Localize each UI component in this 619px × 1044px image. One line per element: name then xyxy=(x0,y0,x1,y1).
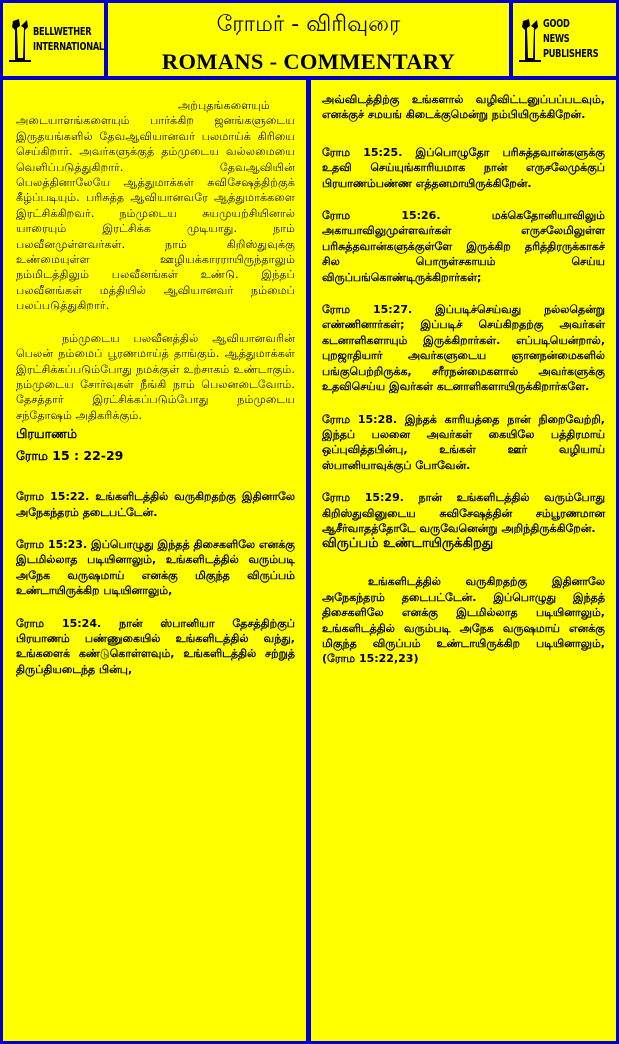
left-column xyxy=(3,80,306,1041)
verse-29: ரோம 15:29. நான் உங்களிடத்தில் வரும்போது கிறிஸ்துவினுடைய சுவிசேஷத்தின் சம்பூரணமான ஆசீர்வாதத்தோடே வருவேனென்று அறிந்திருக்கிறேன். xyxy=(322,491,605,535)
verse-27: ரோம 15:27. இப்படிச்செய்வது நல்லதென்று எண்ணினார்கள்; இப்படிச் செய்கிறதற்கு அவர்கள் கடனாளிகளாயும் இருக்கிறார்கள். எப்படியென்றால், புறஜாதியார் அவர்களுடைய ஞானநன்மைகளில் பங்குபெற்றிருக்க, சரீரநன்மைகளால் அவர்களுக்கு உதவிசெய்ய இவர்கள் கடனாளிகளாயிருக்கிறார்களே. xyxy=(322,303,605,394)
section-heading: பிரயாணம் xyxy=(16,426,78,442)
page-header xyxy=(108,3,509,76)
logo-right-line1: GOOD NEWS xyxy=(543,18,570,45)
ram-icon xyxy=(7,18,33,62)
paragraph-1: அற்புதங்களையும் அடையாளங்களையும் பார்க்கிற ஜனங்களுடைய இருதயங்களில் தேவஆவியானவர் பலமாய்க் கிரியை செய்கிறார். அவர்களுக்குத் தம்முடைய வல்லமையை வெளிப்படுத்துகிறார். தேவஆவியின் பெலத்தினாலேயே ஆத்துமாக்கள் சுவிசேஷத்திற்குக் கீழ்ப்படியும். பரிசுத்த ஆவியானவரே ஆத்துமாக்களை இரட்சிக்கிறவர். நம்முடைய சுயமுயற்சியினால் யாரையும் இரட்சிக்க முடியாது. நாம் பலவீனமுள்ளவர்கள். நாம் கிறிஸ்துவுக்கு உண்மையுள்ள ஊழியக்காரராயிருந்தாலும் நம்மிடத்திலும் பலவீனங்கள் உண்டு. இந்தப் பலவீனங்கள் மத்தியில் ஆவியானவர் நம்மைப் பலப்படுத்துகிறார். xyxy=(16,99,295,313)
title-english: ROMANS - COMMENTARY xyxy=(161,49,456,74)
verse-28: ரோம 15:28. இந்தக் காரியத்தை நான் நிறைவேற்றி, இந்தப் பலனை அவர்கள் கையிலே பத்திரமாய் ஒப்புவித்தபின்பு, உங்கள் ஊர் வழியாய் ஸ்பானியாவுக்குப் போவேன். xyxy=(322,412,605,472)
verse-23: ரோம 15:23. இப்பொழுது இந்தத் திசைகளிலே எனக்கு இடமில்லாத படியினாலும், உங்களிடத்தில் வரும்படி அநேக வருஷமாய் எனக்கு மிகுந்த விருப்பம் உண்டாயிருக்கிற படியினாலும், xyxy=(16,537,295,598)
logo-left-line1: BELLWETHER xyxy=(33,25,92,38)
verse-26: ரோம 15:26. மக்கெதோனியாவிலும் அகாயாவிலுமுள்ளவர்கள் எருசலேமிலுள்ள பரிசுத்தவான்களுக்குள்ளே இருக்கிற தரித்திரருக்காகச் சில பொருள்சகாயம் செய்ய விருப்பங்கொண்டிருக்கிறார்கள்; xyxy=(322,209,605,284)
verse-24: ரோம 15:24. நான் ஸ்பானியா தேசத்திற்குப் பிரயாணம் பண்ணுகையில் உங்களிடத்தில் வந்து, உங்களைக் கண்டுகொள்ளவும், உங்களிடத்தில் சற்றுத் திருப்தியடைந்த பின்பு, xyxy=(16,616,295,676)
verse-24-cont: அவ்விடத்திற்கு உங்களால் வழிவிட்டனுப்பப்படவும், எனக்குச் சமயங் கிடைக்குமென்று நம்பியிருக்கிறேன். xyxy=(322,93,605,122)
logo-right-line2: PUBLISHERS xyxy=(543,48,599,60)
good-news-logo xyxy=(513,3,616,76)
verse-25: ரோம 15:25. இப்பொழுதோ பரிசுத்தவான்களுக்கு உதவி செய்யுங்காரியமாக நான் எருசலேமுக்குப் பிரயாணம்பண்ண எத்தனமாயிருக்கிறேன். xyxy=(322,145,605,190)
logo-left-line2: INTERNATIONAL xyxy=(33,40,104,53)
section-heading-2: விருப்பம் உண்டாயிருக்கிறது xyxy=(322,536,494,552)
section-reference: ரோம 15 : 22-29 xyxy=(16,448,124,464)
right-column xyxy=(311,80,616,1041)
bellwether-logo xyxy=(3,3,104,76)
title-tamil: ரோமர் - விரிவுரை xyxy=(216,12,401,37)
paragraph-2: நம்முடைய பலவீனத்தில் ஆவியானவரின் பெலன் நம்மைப் பூரணமாய்த் தாங்கும். ஆத்துமாக்கள் இரட்சிக்கப்படும்போது நமக்குள் உற்சாகம் உண்டாகும். நம்முடைய சோர்வுகள் நீங்கி நாம் பெலனடைவோம். தேசத்தார் இரட்சிக்கப்படும்போது நம்முடைய சந்தோஷம் அதிகரிக்கும். xyxy=(16,331,295,422)
verse-22: ரோம 15:22. உங்களிடத்தில் வருகிறதற்கு இதினாலே அநேகந்தரம் தடைபட்டேன். xyxy=(16,490,295,519)
ram-icon-right xyxy=(517,18,543,62)
paragraph-last: உங்களிடத்தில் வருகிறதற்கு இதினாலே அநேகந்தரம் தடைபட்டேன். இப்பொழுது இந்தத் திசைகளிலே எனக்கு இடமில்லாத படியினாலும், உங்களிடத்தில் வரும்படி அநேக வருஷமாய் எனக்கு மிகுந்த விருப்பம் உண்டாயிருக்கிற படியினாலும், (ரோம 15:22,23) xyxy=(322,575,605,666)
